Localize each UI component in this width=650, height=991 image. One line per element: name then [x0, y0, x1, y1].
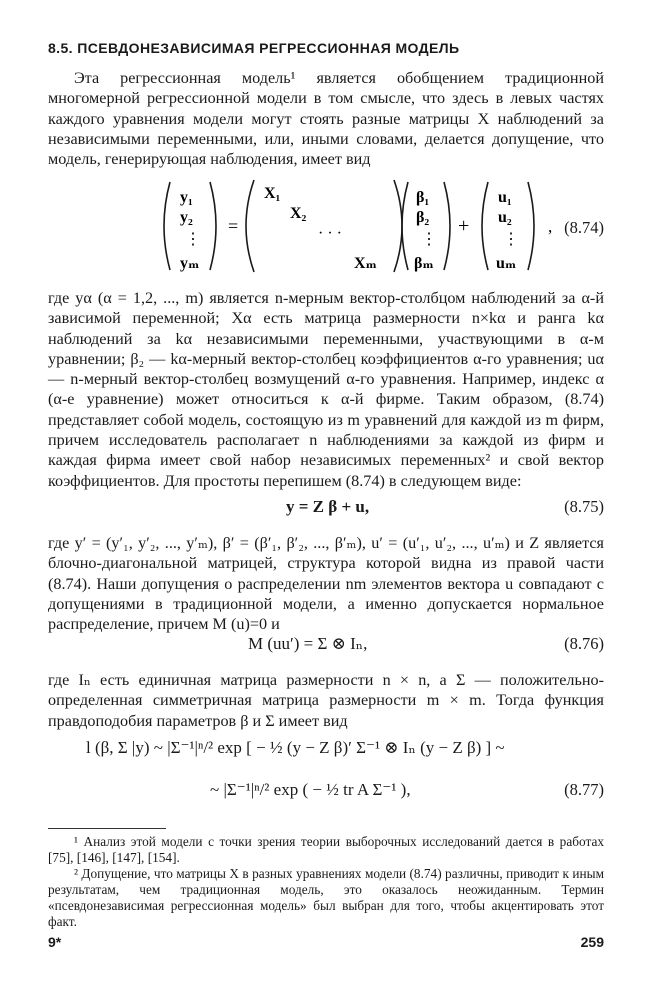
- equals-sign: =: [228, 216, 239, 236]
- beta-entry: ⋮: [421, 231, 437, 248]
- u-entry: u₂: [498, 209, 512, 226]
- x-diag-entry: · · ·: [318, 225, 342, 242]
- equation-body: y = Z β + u,: [286, 497, 370, 516]
- u-entry: u₁: [498, 189, 512, 206]
- equation-line-2: ~ |Σ⁻¹|ⁿ/² exp ( − ½ tr A Σ⁻¹ ),: [210, 780, 411, 799]
- plus-sign: +: [458, 215, 470, 237]
- y-entry: y₁: [180, 189, 193, 206]
- paragraph-vectors: где y′ = (y′₁, y′₂, ..., y′ₘ), β′ = (β′₁, β′₂, ..., β′ₘ), u′ = (u′₁, u′₂, ..., u′ₘ) и Z является блочно-диагональной матрицей, структура которой видна из правой части (8.74). Наши допущения о распределении nm элементов вектора u совпадают с допущениями в традиционной модели, а именно допускается нормальное распределение, причем M (u)=0 и: [48, 534, 604, 634]
- equation-8-75: [48, 497, 604, 521]
- beta-entry: βₘ: [414, 255, 435, 272]
- footnote-2: ² Допущение, что матрицы X в разных уравнениях модели (8.74) различны, приводит к иным результатам, чем традиционная модель, это оказалось неожиданным. Термин «псевдонезависимая регрессионная модель» был выбран для того, чтобы акцентировать этот факт.: [48, 866, 604, 929]
- equation-line-1: l (β, Σ |y) ~ |Σ⁻¹|ⁿ/² exp [ − ½ (y − Z β)′ Σ⁻¹ ⊗ Iₙ (y − Z β) ] ~: [86, 738, 505, 757]
- equation-8-77: [48, 738, 604, 808]
- equation-number: (8.77): [564, 780, 604, 799]
- y-entry: y₂: [180, 209, 193, 226]
- page-number: 259: [580, 934, 604, 950]
- paragraph-definitions: где yα (α = 1,2, ..., m) является n-мерным вектор-столбцом наблюдений за α-й зависимой переменной; Xα есть матрица размерности n×kα и ранга kα наблюдений за kα независимыми переменными, участвующими в α-м уравнении; β₂ — kα-мерный вектор-столбец коэффициентов α-го уравнения; uα — n-мерный вектор-столбец возмущений α-го уравнения. Например, индекс α (α-е уравнение) может относиться к α-й фирме. Таким образом, (8.74) представляет собой модель, состоящую из m уравнений для каждой из m фирм, причем исследователь располагает n наблюдениями за каждой из фирм и каждая фирма имеет свой набор независимых переменных² и свой вектор коэффициентов. Для простоты перепишем (8.74) в следующем виде:: [48, 289, 604, 490]
- u-entry: uₘ: [496, 255, 517, 272]
- y-entry: yₘ: [180, 255, 200, 272]
- x-diag-entry: X₂: [290, 205, 307, 222]
- section-heading: 8.5. ПСЕВДОНЕЗАВИСИМАЯ РЕГРЕССИОННАЯ МОДЕЛЬ: [48, 40, 460, 56]
- equation-8-74: [48, 176, 604, 276]
- beta-entry: β₂: [416, 209, 430, 226]
- equation-body: M (uu′) = Σ ⊗ Iₙ,: [248, 634, 368, 653]
- x-diag-entry: X₁: [264, 185, 281, 202]
- paragraph-intro: Эта регрессионная модель¹ является обобщением традиционной многомерной регрессионной модели в том смысле, что здесь в левых частях каждого уравнения модели могут стоять разные матрицы X наблюдений за независимыми переменными, или, иными словами, делается допущение, что модель, генерирующая наблюдения, имеет вид: [48, 69, 604, 169]
- comma: ,: [548, 217, 553, 236]
- equation-number: (8.75): [564, 497, 604, 516]
- x-diag-entry: Xₘ: [354, 255, 378, 272]
- signature-mark: 9*: [48, 934, 62, 950]
- equation-number: (8.76): [564, 634, 604, 653]
- beta-entry: β₁: [416, 189, 430, 206]
- equation-8-76: [48, 634, 604, 658]
- footnote-1: ¹ Анализ этой модели с точки зрения теории выборочных исследований дается в работах [75], [146], [147], [154].: [48, 834, 604, 865]
- equation-number: (8.74): [564, 218, 604, 237]
- y-entry: ⋮: [185, 231, 201, 248]
- footnote-rule: [48, 828, 166, 829]
- u-entry: ⋮: [503, 231, 519, 248]
- paragraph-likelihood: где Iₙ есть единичная матрица размерности n × n, а Σ — положительно-определенная симметричная матрица размерности m × m. Тогда функция правдоподобия параметров β и Σ имеет вид: [48, 671, 604, 730]
